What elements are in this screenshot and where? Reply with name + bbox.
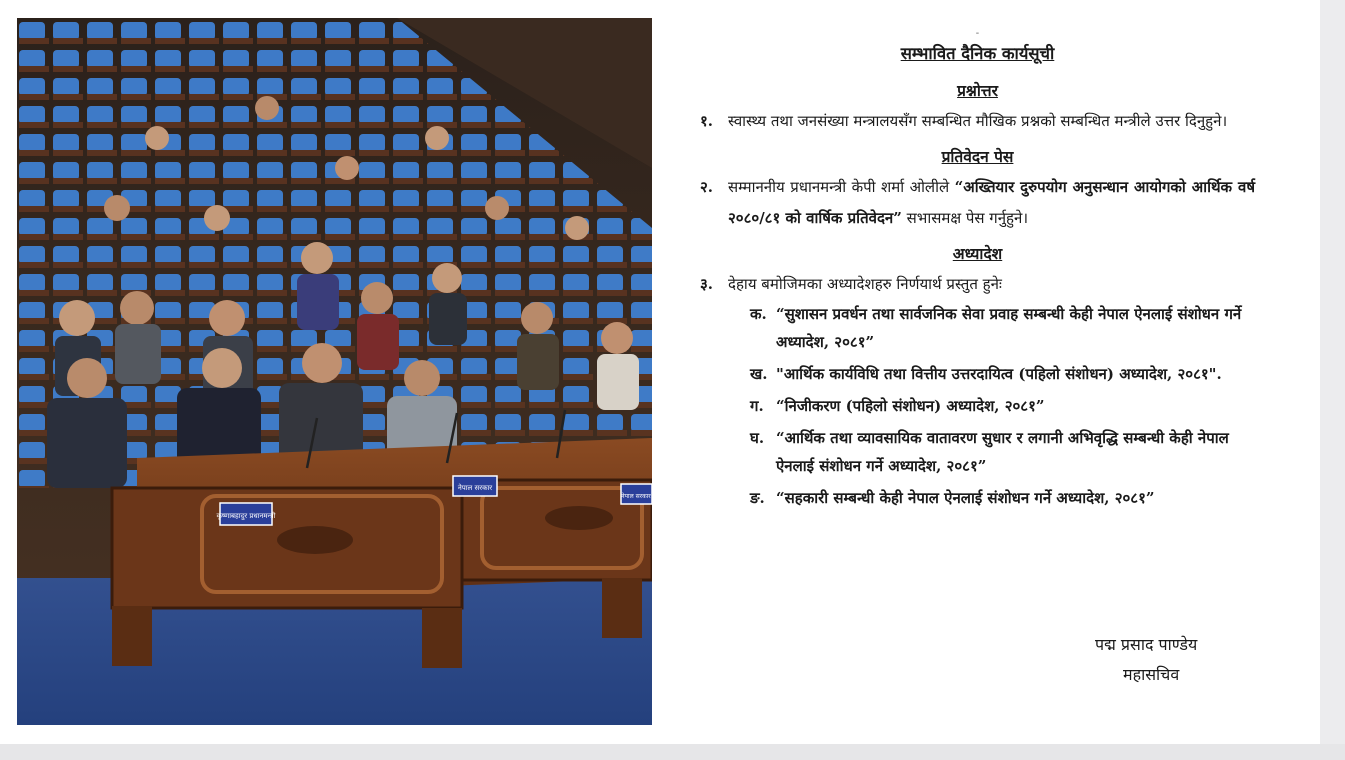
right-gutter — [1320, 0, 1345, 744]
ordinance-item — [750, 424, 1255, 480]
agenda-document — [700, 30, 1255, 516]
agenda-item-3 — [700, 269, 1255, 300]
ordinance-letter: ङ. — [750, 489, 765, 507]
agenda-item-1 — [700, 106, 1255, 137]
ordinance-letter: क. — [750, 305, 767, 323]
item-text — [728, 106, 1255, 137]
item-text: देहाय बमोजिमका अध्यादेशहरु निर्णयार्थ प्रस्तुत हुनेः — [728, 275, 1002, 293]
ordinance-letter: ख. — [750, 365, 768, 383]
ordinance-text: “निजीकरण (पहिलो संशोधन) अध्यादेश, २०८१” — [776, 397, 1045, 415]
stray-mark: - — [975, 28, 980, 39]
item-number: २. — [700, 178, 714, 196]
plaque-text: कृष्णाबहादुर प्रधानमन्त्री — [216, 512, 276, 520]
plaque-text: नेपाल सरकार — [621, 493, 651, 500]
ordinance-text: “सुशासन प्रवर्धन तथा सार्वजनिक सेवा प्रवाह सम्बन्धी केही नेपाल ऐनलाई संशोधन गर्ने अध्यादेश, २०८१” — [776, 305, 1242, 351]
ordinance-text: “आर्थिक तथा व्यावसायिक वातावरण सुधार र लगानी अभिवृद्धि सम्बन्धी केही नेपाल ऐनलाई संशोधन गर्ने अध्यादेश, २०८१” — [776, 429, 1229, 475]
ordinance-letter: घ. — [750, 429, 765, 447]
bottom-gutter — [0, 744, 1345, 760]
section-heading-questions: प्रश्नोत्तर — [957, 81, 998, 100]
ordinance-text: “सहकारी सम्बन्धी केही नेपाल ऐनलाई संशोधन गर्ने अध्यादेश, २०८१” — [776, 489, 1155, 507]
signatory-role: महासचिव — [1123, 665, 1180, 684]
ordinance-list — [750, 300, 1255, 512]
agenda-item-2 — [700, 172, 1255, 234]
ordinance-letter: ग. — [750, 397, 764, 415]
ordinance-item — [750, 300, 1255, 356]
photo-illustration — [17, 18, 652, 725]
ordinance-text: "आर्थिक कार्यविधि तथा वित्तीय उत्तरदायित्व (पहिलो संशोधन) अध्यादेश, २०८१". — [776, 365, 1222, 383]
ordinance-item — [750, 392, 1255, 420]
item-number: ३. — [700, 275, 714, 293]
item-text-body: सम्माननीय प्रधानमन्त्री केपी शर्मा ओलीले — [728, 178, 955, 196]
ordinance-item — [750, 484, 1255, 512]
parliament-session-photo — [17, 18, 652, 725]
signatory-name: पद्म प्रसाद पाण्डेय — [1095, 635, 1198, 654]
ordinance-item — [750, 360, 1255, 388]
item-text-body: स्वास्थ्य तथा जनसंख्या मन्त्रालयसँग सम्बन्धित मौखिक प्रश्नको सम्बन्धित मन्त्रीले उत्तर दिनुहुने। — [728, 112, 1228, 130]
agenda-title: सम्भावित दैनिक कार्यसूची — [900, 44, 1055, 63]
item-text — [728, 172, 1255, 234]
item-number: १. — [700, 112, 714, 130]
signature-block — [1095, 630, 1197, 690]
plaque-text: नेपाल सरकार — [457, 484, 493, 492]
section-heading-ordinances: अध्यादेश — [952, 244, 1003, 263]
item-text-tail: सभासमक्ष पेस गर्नुहुने। — [901, 209, 1029, 227]
section-heading-report: प्रतिवेदन पेस — [941, 147, 1014, 166]
report-title: “अख्तियार दुरुपयोग अनुसन्धान आयोगको आर्थिक वर्ष २०८०/८१ को वार्षिक प्रतिवेदन” — [728, 178, 1255, 227]
